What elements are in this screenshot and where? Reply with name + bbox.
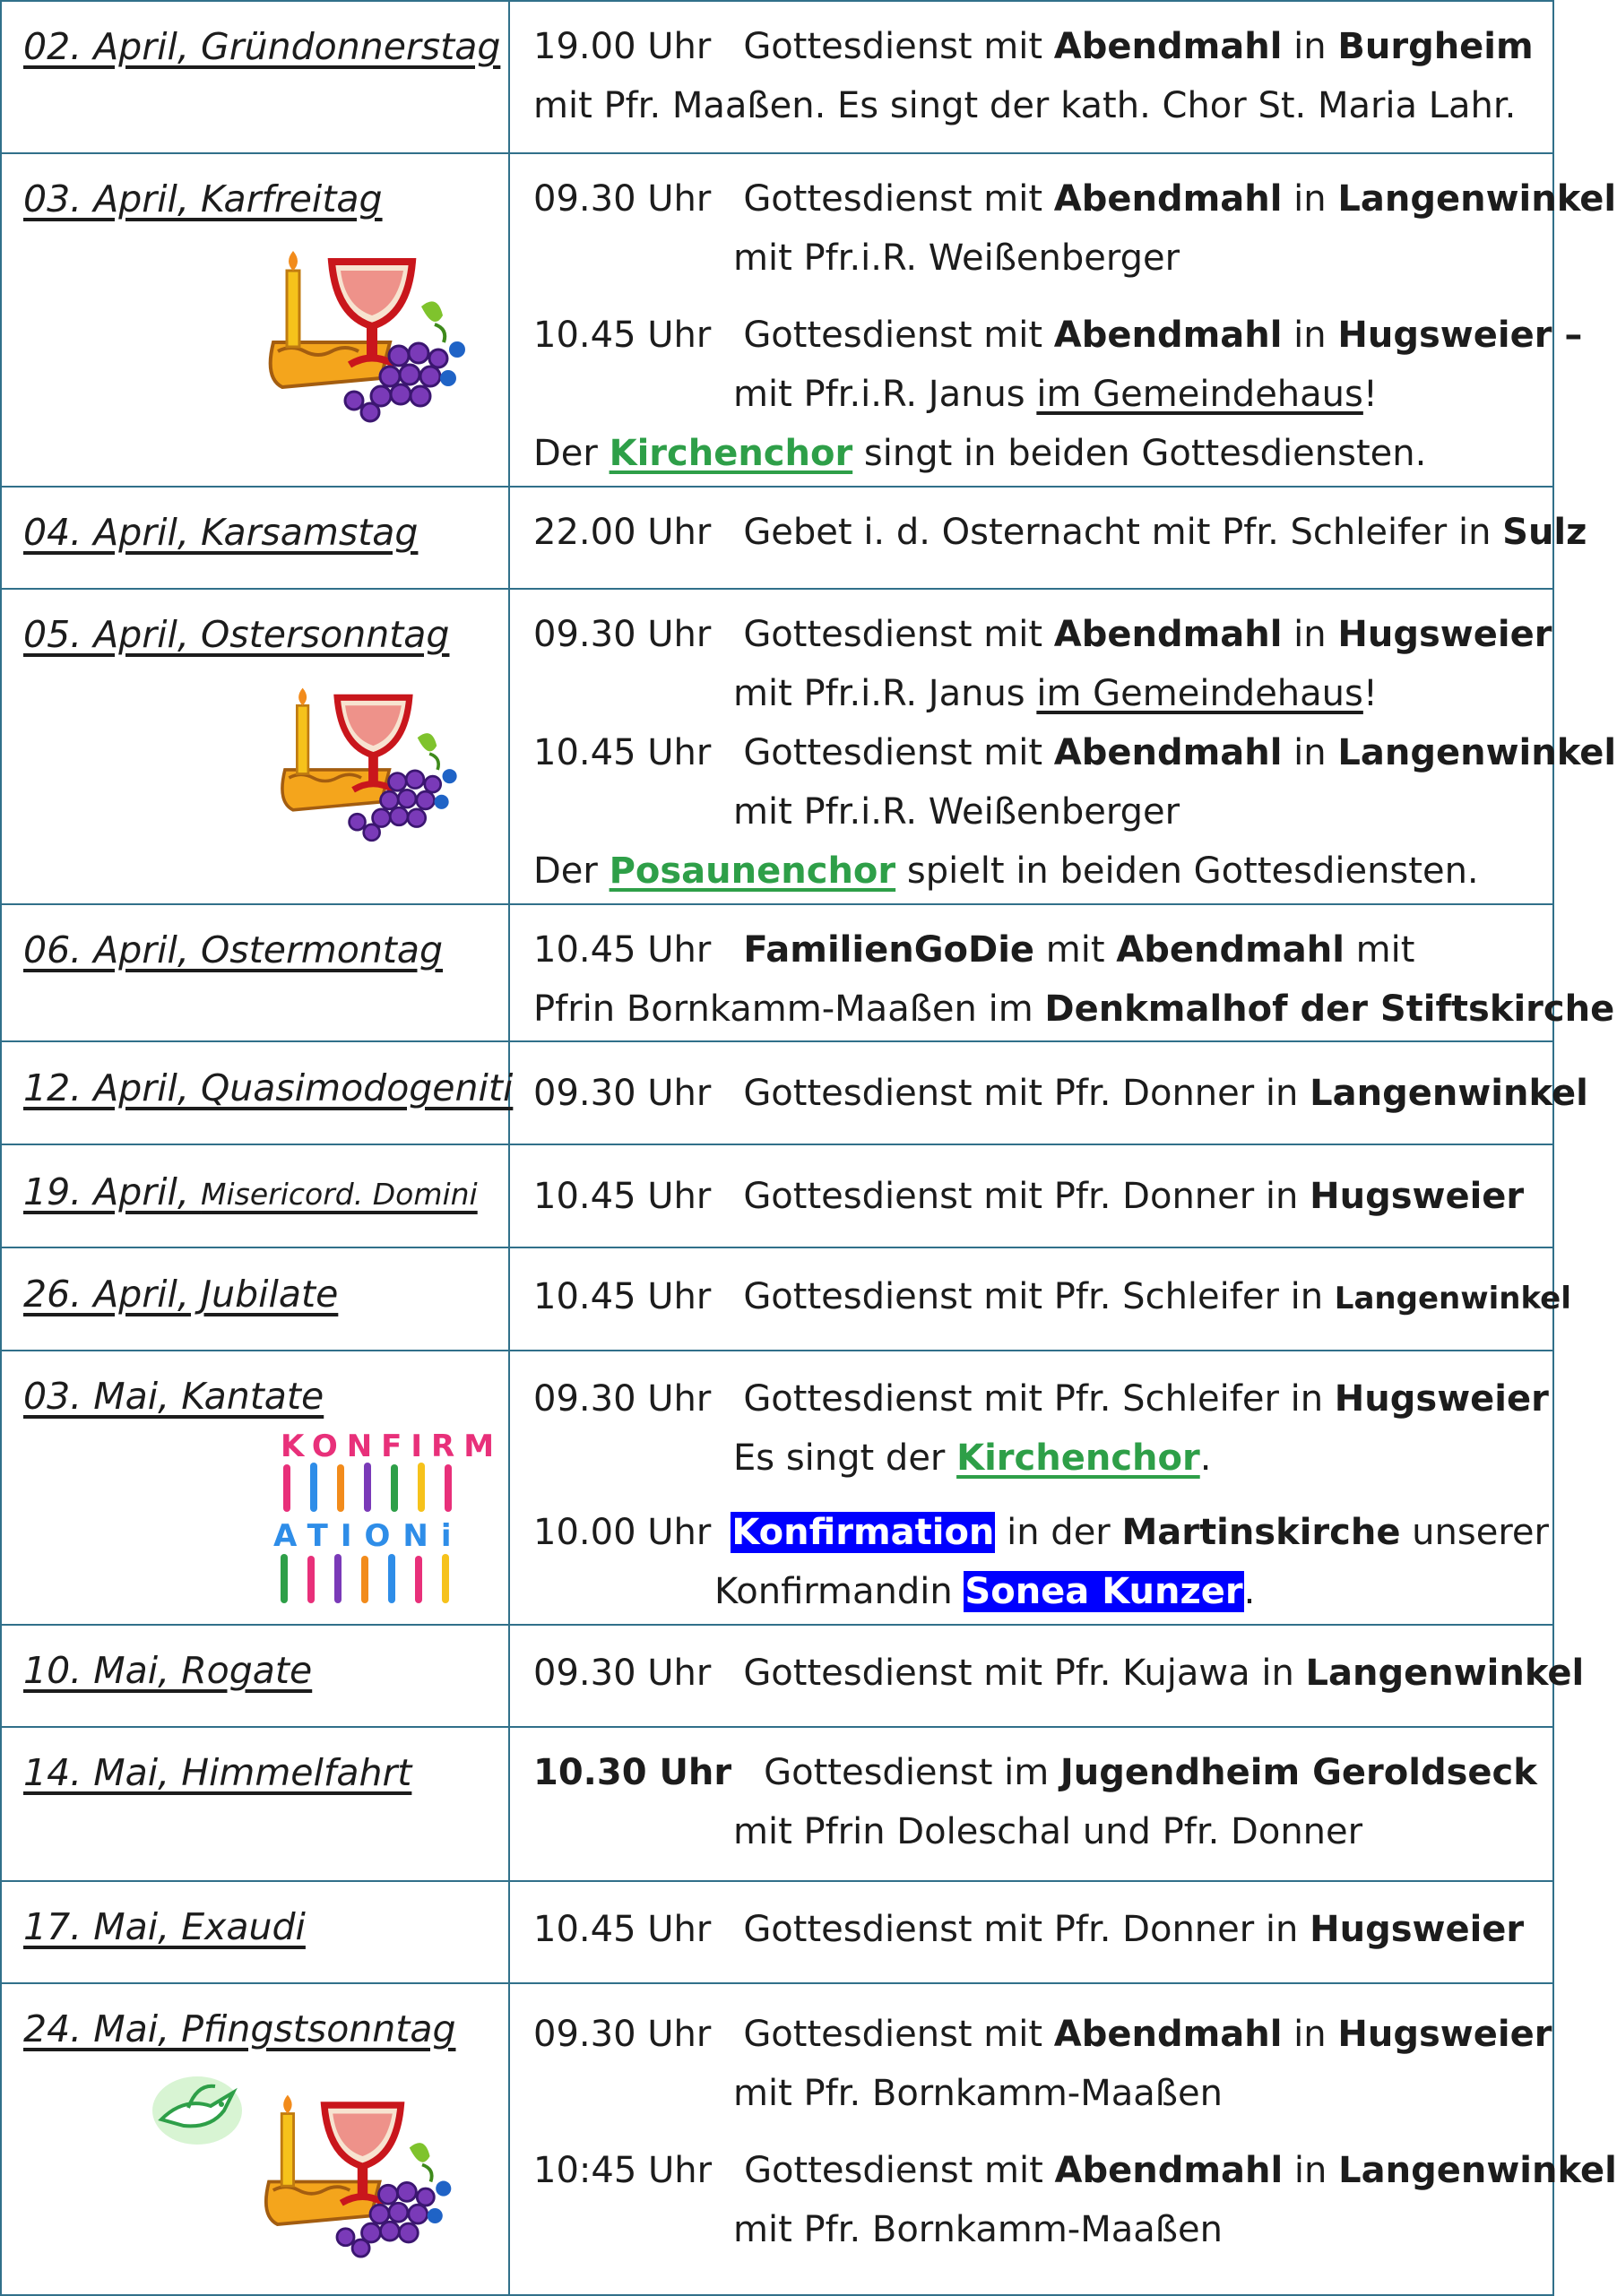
service-line: 10:45 Uhr Gottesdienst mit Abendmahl in Langenwinkel <box>533 2150 1617 2191</box>
service-line: 10.45 Uhr FamilienGoDie mit Abendmahl mit <box>533 929 1415 971</box>
row-divider <box>0 1982 1552 1984</box>
service-detail: mit Pfr.i.R. Weißenberger <box>733 791 1180 833</box>
communion-icon <box>255 244 471 423</box>
choir-link: Kirchenchor <box>609 433 853 474</box>
row-divider <box>0 1880 1552 1882</box>
service-detail: mit Pfr. Bornkamm-Maaßen <box>733 2073 1223 2114</box>
row-date: 06. April, Ostermontag <box>23 928 444 971</box>
service-line: 10.45 Uhr Gottesdienst mit Abendmahl in Hugsweier – <box>533 315 1583 356</box>
row-date: 05. April, Ostersonntag <box>23 613 450 656</box>
service-detail: Es singt der Kirchenchor. <box>733 1437 1212 1479</box>
row-date: 02. April, Gründonnerstag <box>23 25 501 68</box>
service-detail: Pfrin Bornkamm-Maaßen im Denkmalhof der Stiftskirche <box>533 988 1615 1030</box>
row-date: 03. April, Karfreitag <box>23 177 383 220</box>
service-detail: mit Pfr.i.R. Janus im Gemeindehaus! <box>733 374 1378 415</box>
service-line: 22.00 Uhr Gebet i. d. Osternacht mit Pfr. Schleifer in Sulz <box>533 512 1587 553</box>
row-divider <box>0 588 1552 590</box>
choir-note: Der Posaunenchor spielt in beiden Gottesdiensten. <box>533 850 1479 892</box>
choir-link: Kirchenchor <box>956 1437 1200 1479</box>
service-line: 09.30 Uhr Gottesdienst mit Pfr. Kujawa in Langenwinkel <box>533 1653 1585 1694</box>
confirmation-graphic: KONFIRM ATIONi <box>273 1429 504 1554</box>
communion-icon <box>251 2088 457 2258</box>
service-line: 09.30 Uhr Gottesdienst mit Abendmahl in Hugsweier <box>533 614 1552 655</box>
choir-link: Posaunenchor <box>609 850 896 892</box>
service-detail: Konfirmandin Sonea Kunzer. <box>714 1571 1256 1612</box>
row-divider <box>0 486 1552 488</box>
service-line: 10.45 Uhr Gottesdienst mit Pfr. Donner in Hugsweier <box>533 1176 1525 1217</box>
row-divider <box>0 1144 1552 1145</box>
row-date: 26. April, Jubilate <box>23 1273 339 1316</box>
service-detail: mit Pfr. Maaßen. Es singt der kath. Chor St. Maria Lahr. <box>533 85 1517 126</box>
row-date: 10. Mai, Rogate <box>23 1649 313 1692</box>
row-divider <box>0 903 1552 905</box>
service-line: 10.00 Uhr Konfirmation in der Martinskirche unserer <box>533 1512 1549 1553</box>
confirmand-highlight: Sonea Kunzer <box>964 1571 1243 1612</box>
service-line: 09.30 Uhr Gottesdienst mit Pfr. Schleifer in Hugsweier <box>533 1378 1549 1420</box>
dove-icon <box>148 2070 246 2151</box>
service-detail: mit Pfr. Bornkamm-Maaßen <box>733 2209 1223 2250</box>
service-detail: mit Pfr.i.R. Janus im Gemeindehaus! <box>733 673 1378 714</box>
service-detail: mit Pfrin Doleschal und Pfr. Donner <box>733 1811 1363 1852</box>
service-line: 10.45 Uhr Gottesdienst mit Pfr. Schleifer in Langenwinkel <box>533 1276 1571 1317</box>
row-date: 03. Mai, Kantate <box>23 1375 324 1418</box>
row-date: 24. Mai, Pfingstsonntag <box>23 2007 456 2050</box>
column-divider <box>508 0 510 2294</box>
choir-note: Der Kirchenchor singt in beiden Gottesdiensten. <box>533 433 1427 474</box>
row-divider <box>0 1624 1552 1626</box>
row-divider <box>0 152 1552 154</box>
service-line: 09.30 Uhr Gottesdienst mit Abendmahl in Langenwinkel <box>533 178 1617 220</box>
service-line: 09.30 Uhr Gottesdienst mit Pfr. Donner in Langenwinkel <box>533 1073 1588 1114</box>
row-date: 14. Mai, Himmelfahrt <box>23 1751 412 1794</box>
row-divider <box>0 1350 1552 1351</box>
service-line: 10.30 Uhr Gottesdienst im Jugendheim Geroldseck <box>533 1752 1537 1793</box>
row-date: 17. Mai, Exaudi <box>23 1905 306 1948</box>
row-date: 19. April, Misericord. Domini <box>23 1170 478 1213</box>
row-divider <box>0 1040 1552 1042</box>
service-line: 19.00 Uhr Gottesdienst mit Abendmahl in Burgheim <box>533 26 1534 67</box>
row-divider <box>0 1247 1552 1248</box>
service-line: 10.45 Uhr Gottesdienst mit Pfr. Donner in Hugsweier <box>533 1909 1525 1950</box>
service-line: 10.45 Uhr Gottesdienst mit Abendmahl in Langenwinkel <box>533 732 1617 773</box>
row-divider <box>0 1726 1552 1728</box>
row-date: 04. April, Karsamstag <box>23 511 419 554</box>
communion-icon <box>269 681 462 842</box>
confirmation-highlight: Konfirmation <box>731 1512 995 1553</box>
service-detail: mit Pfr.i.R. Weißenberger <box>733 237 1180 279</box>
service-line: 09.30 Uhr Gottesdienst mit Abendmahl in Hugsweier <box>533 2014 1552 2055</box>
row-date: 12. April, Quasimodogeniti <box>23 1066 514 1109</box>
